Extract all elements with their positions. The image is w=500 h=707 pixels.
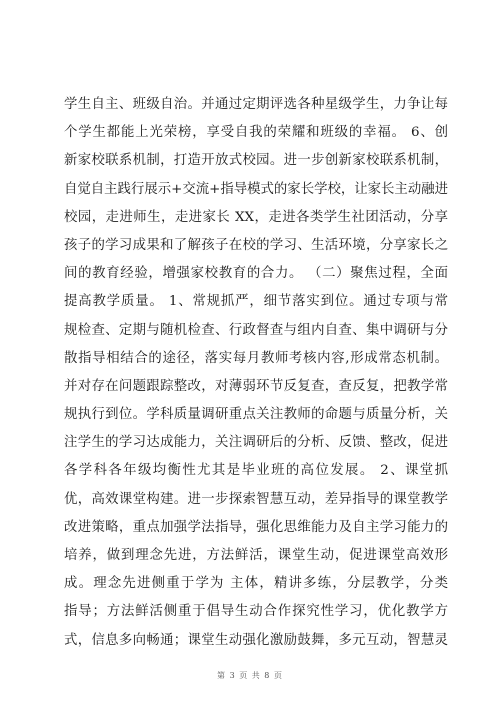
text-line: 间的教育经验，增强家校教育的合力。 （二）聚焦过程，全面 — [64, 266, 448, 282]
text-line: 规检查、定期与随机检查、行政督查与组内自查、集中调研与分 — [64, 322, 448, 338]
text-line: 成。理念先进侧重于学为 主体，精讲多练，分层教学，分类 — [64, 576, 448, 592]
text-line: 学生自主、班级自治。并通过定期评选各种星级学生，力争让每 — [64, 97, 448, 112]
text-line: 提高教学质量。 1、常规抓严，细节落实到位。通过专项与常 — [64, 294, 448, 310]
text-line: 优，高效课堂构建。进一步探索智慧互动，差异指导的课堂教学 — [64, 491, 448, 507]
text-line: 规执行到位。学科质量调研重点关注教师的命题与质量分析，关 — [64, 407, 448, 423]
text-line: 自觉自主践行展示+交流+指导模式的家长学校，让家长主动融进 — [64, 181, 448, 197]
text-line: 孩子的学习成果和了解孩子在校的学习、生活环境，分享家长之 — [64, 237, 448, 253]
text-line: 校园，走进师生，走进家长 XX，走进各类学生社团活动，分享 — [64, 209, 448, 225]
page-number-footer: 第 3 页 共 8 页 — [217, 671, 283, 680]
text-line: 并对存在问题跟踪整改，对薄弱环节反复查，查反复，把教学常 — [64, 378, 448, 394]
body-text — [64, 91, 448, 655]
text-line: 式，信息多向畅通；课堂生动强化激励鼓舞，多元互动，智慧灵 — [64, 632, 448, 648]
text-line: 培养，做到理念先进，方法鲜活，课堂生动，促进课堂高效形 — [64, 548, 448, 563]
text-line: 新家校联系机制，打造开放式校园。进一步创新家校联系机制， — [64, 153, 448, 169]
text-line: 指导；方法鲜活侧重于倡导生动合作探究性学习，优化教学方 — [64, 604, 448, 620]
text-line: 改进策略，重点加强学法指导，强化思维能力及自主学习能力的 — [64, 519, 448, 535]
text-line: 注学生的学习达成能力，关注调研后的分析、反馈、整改，促进 — [64, 435, 448, 451]
text-line: 个学生都能上光荣榜，享受自我的荣耀和班级的幸福。 6、创 — [64, 125, 448, 141]
text-line: 各学科各年级均衡性尤其是毕业班的高位发展。 2、课堂抓 — [64, 463, 448, 479]
text-line: 散指导相结合的途径，落实每月教师考核内容,形成常态机制。 — [64, 350, 448, 366]
